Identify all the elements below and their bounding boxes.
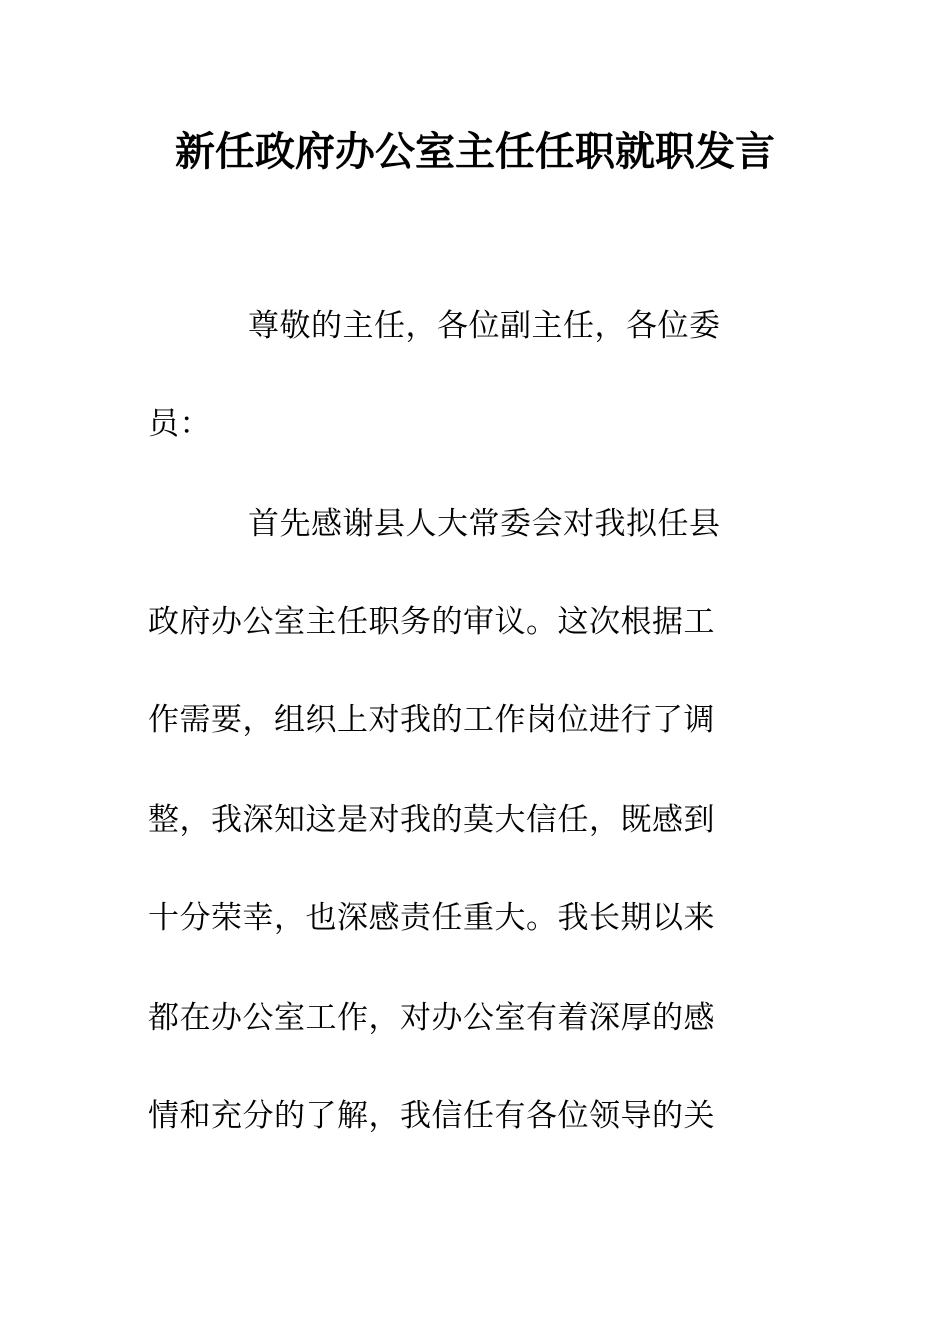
body-line-5: 作需要，组织上对我的工作岗位进行了调 [148,702,715,738]
document-title: 新任政府办公室主任任职就职发言 [175,128,775,175]
body-line-4: 政府办公室主任职务的审议。这次根据工 [148,604,715,640]
body-line-6: 整，我深知这是对我的莫大信任，既感到 [148,802,715,838]
body-line-9: 情和充分的了解，我信任有各位领导的关 [148,1098,715,1134]
body-line-8: 都在办公室工作，对办公室有着深厚的感 [148,1000,715,1036]
body-line-3: 首先感谢县人大常委会对我拟任县 [248,506,721,542]
body-line-7: 十分荣幸，也深感责任重大。我长期以来 [148,900,715,936]
body-line-1: 尊敬的主任，各位副主任，各位委 [248,308,721,344]
body-line-2: 员： [148,406,211,442]
